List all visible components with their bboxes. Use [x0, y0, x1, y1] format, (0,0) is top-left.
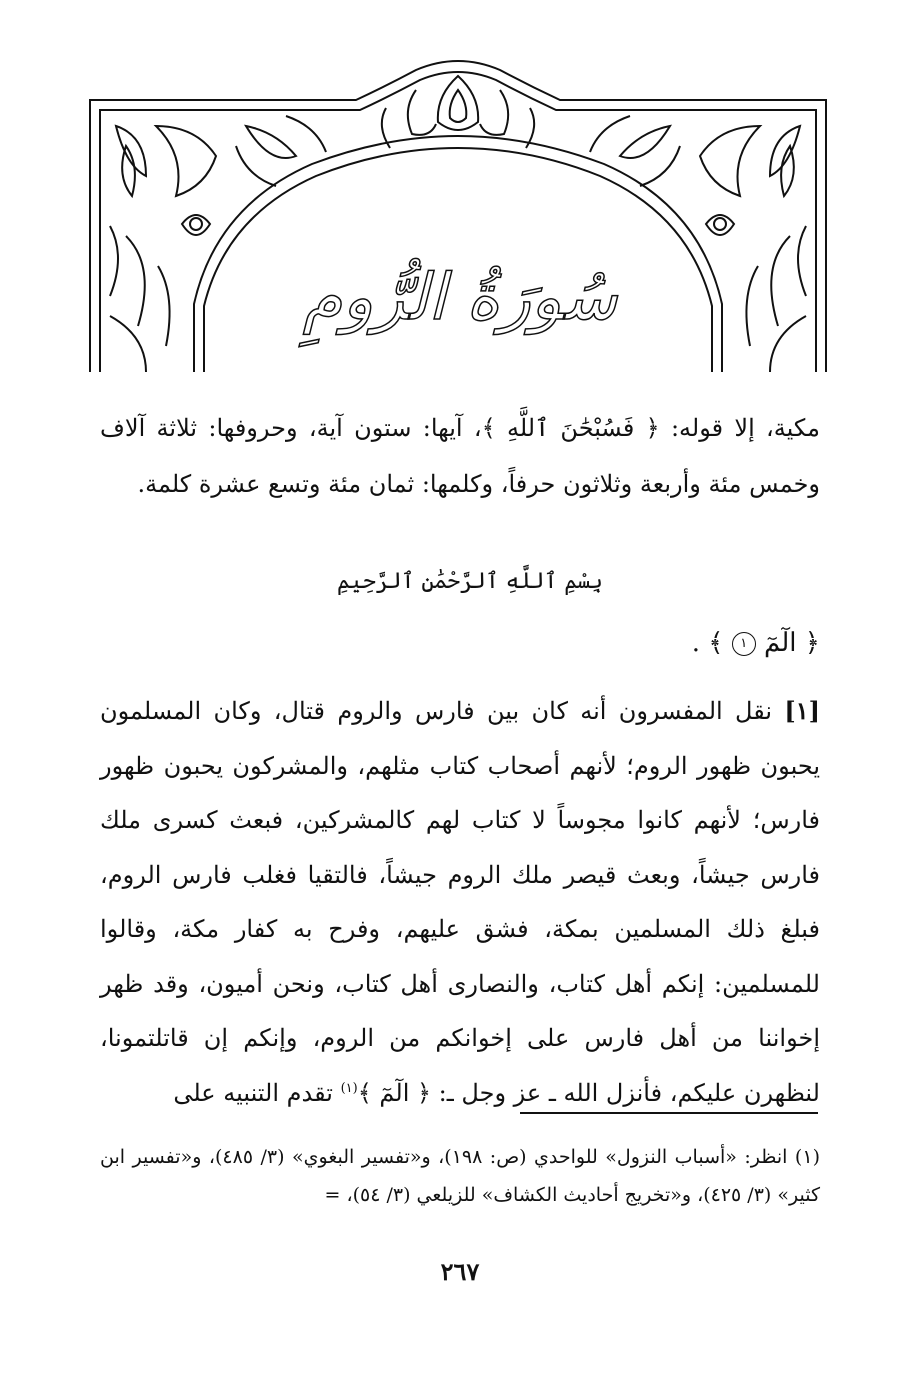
commentary-tail: تقدم التنبيه على: [173, 1078, 333, 1107]
footnote-block: [100, 1138, 820, 1214]
footnote-text: انظر: «أسباب النزول» للواحدي (ص: ١٩٨)، و«تفسير البغوي» (٣/ ٤٨٥)، و«تفسير ابن كثير» (٣/ ٤٢٥)، و«تخريج أحاديث الكشاف» للزيلعي (٣/ ٥٤)، =: [100, 1146, 820, 1206]
commentary-text: نقل المفسرون أنه كان بين فارس والروم قتال، وكان المسلمون يحبون ظهور الروم؛ لأنهم أصحاب كتاب مثلهم، والمشركون يحبون ظهور فارس؛ لأنهم كانوا مجوساً لا كتاب لهم كالمشركين، فبعث كسرى ملك فارس جيشاً، وبعث قيصر ملك الروم جيشاً، فالتقيا فغلب فارس الروم، فبلغ ذلك المسلمين بمكة، فشق عليهم، وفرح به كفار مكة، وقالوا للمسلمين: إنكم أهل كتاب، والنصارى أهل كتاب، ونحن أميون، وقد ظهر إخواننا من أهل فارس على إخوانكم من الروم، وإنكم إن قاتلتمونا، لنظهرن عليكم، فأنزل الله ـ عز وجل ـ: ﴿ الٓمٓ ﴾: [100, 697, 820, 1107]
basmala: بِسْمِ ٱللَّهِ ٱلرَّحْمَٰنِ ٱلرَّحِيمِ: [337, 569, 603, 594]
commentary-number: [١]: [784, 696, 820, 725]
commentary-paragraph: [100, 684, 820, 1120]
surah-intro-paragraph: مكية، إلا قوله: ﴿ فَسُبْحَٰنَ ٱللَّهِ ﴾، آيها: ستون آية، وحروفها: ثلاثة آلاف وخمس مئة وأربعة وثلاثون حرفاً، وكلمها: ثمان مئة وتسع عشرة كلمة.: [100, 414, 820, 498]
footnote-marker: (١): [794, 1146, 820, 1168]
verse-close-bracket: ﴾ .: [691, 628, 724, 658]
page-number: ٢٦٧: [440, 1257, 480, 1286]
footnote-divider: [520, 1112, 818, 1114]
surah-title: سُورَةُ الرُّومِ: [302, 261, 618, 335]
verse-text: الٓمٓ: [764, 628, 797, 658]
verse-open-bracket: ﴿: [804, 628, 820, 658]
footnote-reference: (١): [340, 1080, 358, 1096]
ayah-number-badge: ١: [732, 632, 756, 656]
verse-one: [620, 618, 820, 668]
